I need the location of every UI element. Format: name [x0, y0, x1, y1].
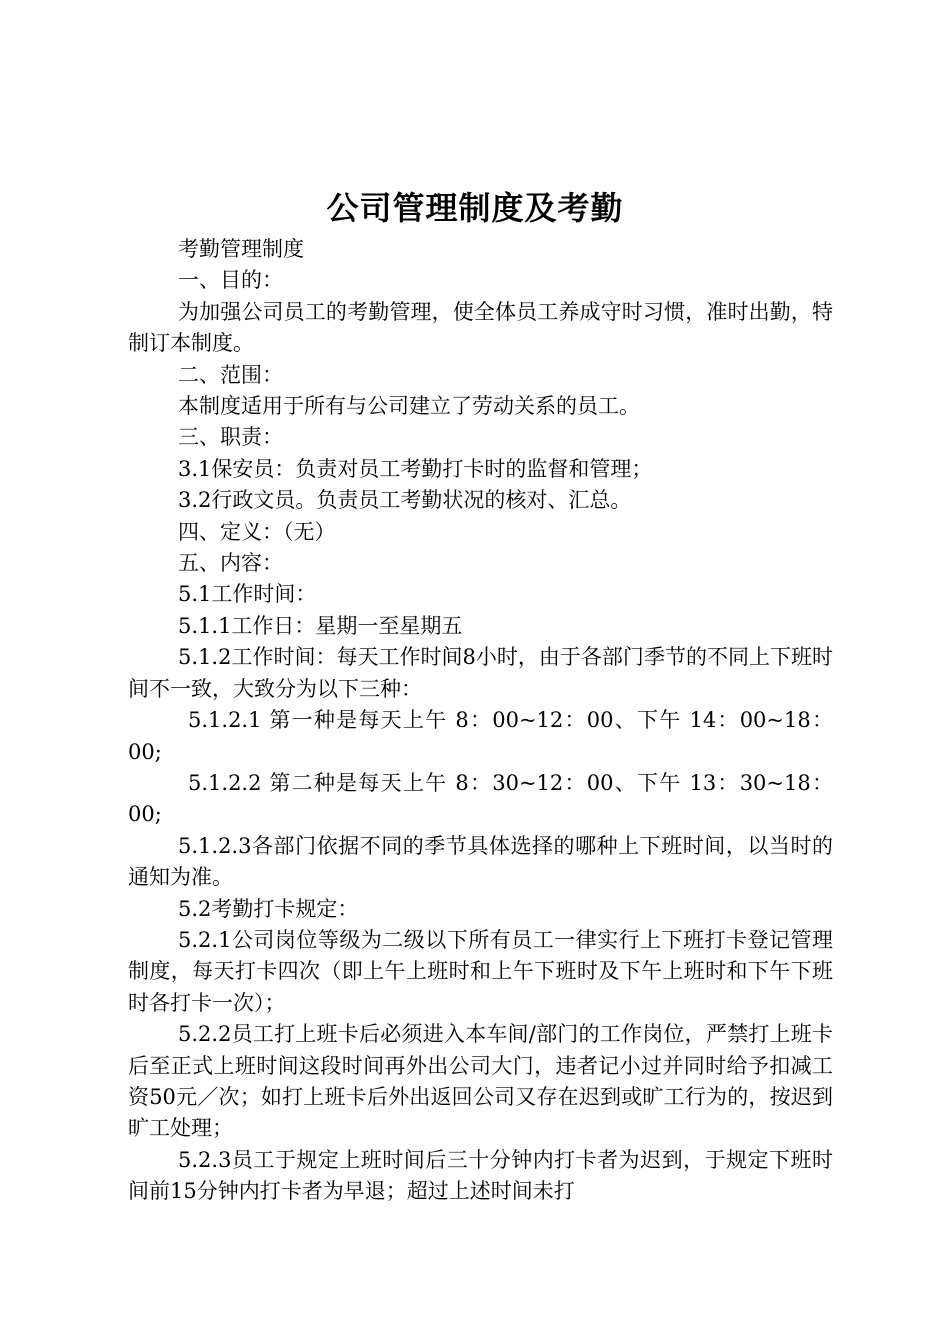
paragraph: 五、内容： — [178, 551, 283, 576]
paragraph: 5.1工作时间： — [178, 582, 317, 607]
paragraph: 二、范围： — [178, 362, 283, 387]
document-body — [128, 234, 833, 1208]
paragraph: 四、定义：（无） — [178, 519, 336, 544]
paragraph: 5.1.2.3各部门依据不同的季节具体选择的哪种上下班时间，以当时的通知为准。 — [128, 833, 833, 890]
paragraph: 5.1.1工作日：星期一至星期五 — [178, 613, 463, 638]
paragraph: 5.2考勤打卡规定： — [178, 896, 359, 921]
paragraph: 本制度适用于所有与公司建立了劳动关系的员工。 — [178, 394, 640, 419]
paragraph: 5.1.2.1 第一种是每天上午 8：00~12：00、下午 14：00~18：00; — [128, 708, 833, 764]
paragraph: 考勤管理制度 — [178, 237, 304, 261]
paragraph: 5.2.1公司岗位等级为二级以下所有员工一律实行上下班打卡登记管理制度，每天打卡四次（即上午上班时和上午下班时及下午上班时和下午下班时各打卡一次）； — [128, 927, 833, 1015]
paragraph: 5.2.2员工打上班卡后必须进入本车间/部门的工作岗位，严禁打上班卡后至正式上班时间这段时间再外出公司大门，违者记小过并同时给予扣减工资50元／次；如打上班卡后外出返回公司又存在迟到或旷工行为的，按迟到旷工处理； — [128, 1022, 833, 1141]
paragraph: 3.1保安员：负责对员工考勤打卡时的监督和管理； — [178, 456, 653, 481]
paragraph: 5.1.2.2 第二种是每天上午 8：30~12：00、下午 13：30~18：00; — [128, 770, 833, 827]
paragraph: 为加强公司员工的考勤管理，使全体员工养成守时习惯，准时出勤，特制订本制度。 — [128, 299, 833, 356]
paragraph: 5.2.3员工于规定上班时间后三十分钟内打卡者为迟到，于规定下班时间前15分钟内打卡者为早退；超过上述时间未打 — [128, 1147, 833, 1204]
document-title: 公司管理制度及考勤 — [326, 189, 624, 227]
paragraph: 3.2行政文员。负责员工考勤状况的核对、汇总。 — [178, 488, 632, 513]
paragraph: 5.1.2工作时间：每天工作时间8小时，由于各部门季节的不同上下班时间不一致，大致分为以下三种： — [128, 645, 833, 701]
paragraph: 三、职责： — [178, 425, 283, 450]
paragraph: 一、目的： — [178, 268, 283, 293]
